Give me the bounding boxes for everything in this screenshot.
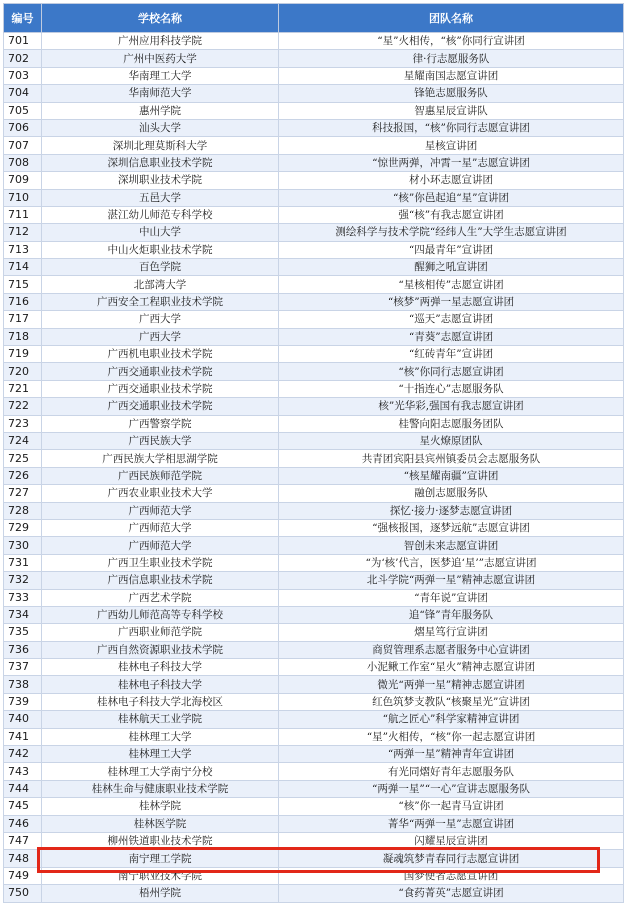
table-row [4, 363, 624, 380]
row-number: 709 [4, 172, 42, 189]
table-row [4, 119, 624, 136]
row-number: 701 [4, 33, 42, 50]
table-row [4, 311, 624, 328]
team-name-cell: 材小环志愿宣讲团 [279, 172, 624, 189]
school-name-cell: 汕头大学 [42, 119, 279, 136]
school-name-cell: 广西艺术学院 [42, 589, 279, 606]
table-row [4, 415, 624, 432]
table-row [4, 380, 624, 397]
team-name-cell: 商贸管理系志愿者服务中心宣讲团 [279, 641, 624, 658]
team-name-cell: “核梦”两弹一星志愿宣讲团 [279, 293, 624, 310]
row-number: 713 [4, 241, 42, 258]
row-number: 739 [4, 693, 42, 710]
school-name-cell: 桂林电子科技大学北海校区 [42, 693, 279, 710]
row-number: 711 [4, 206, 42, 223]
row-number: 719 [4, 346, 42, 363]
team-name-cell: 微光“两弹一星”精神志愿宣讲团 [279, 676, 624, 693]
school-name-cell: 广州应用科技学院 [42, 33, 279, 50]
table-row [4, 537, 624, 554]
table-row [4, 676, 624, 693]
team-name-cell: “为‘核’代言，医梦追‘星’”志愿宣讲团 [279, 554, 624, 571]
table-row [4, 467, 624, 484]
row-number: 732 [4, 572, 42, 589]
row-number: 729 [4, 519, 42, 536]
team-name-cell: “红砖青年”宣讲团 [279, 346, 624, 363]
team-name-cell: “核”你同行志愿宣讲团 [279, 363, 624, 380]
table-row [4, 606, 624, 623]
team-name-cell: 星耀南国志愿宣讲团 [279, 67, 624, 84]
school-name-cell: 广西机电职业技术学院 [42, 346, 279, 363]
team-name-cell: 探忆·接力·逐梦志愿宣讲团 [279, 502, 624, 519]
team-name-cell: “青年说”宣讲团 [279, 589, 624, 606]
header-number: 编号 [4, 4, 42, 33]
table-header [4, 4, 624, 33]
school-name-cell: 柳州铁道职业技术学院 [42, 832, 279, 849]
team-name-cell: 测绘科学与技术学院“经纬人生”大学生志愿宣讲团 [279, 224, 624, 241]
table-row [4, 67, 624, 84]
school-name-cell: 深圳职业技术学院 [42, 172, 279, 189]
row-number: 727 [4, 485, 42, 502]
school-name-cell: 桂林理工大学 [42, 746, 279, 763]
school-name-cell: 广西民族师范学院 [42, 467, 279, 484]
school-name-cell: 华南师范大学 [42, 85, 279, 102]
team-name-cell: 菁华“两弹一星”志愿宣讲团 [279, 815, 624, 832]
team-name-cell: 融创志愿服务队 [279, 485, 624, 502]
table-row [4, 293, 624, 310]
team-list-table-container [3, 3, 623, 903]
school-name-cell: 南宁理工学院 [42, 850, 279, 867]
team-name-cell: 凝魂筑梦青春同行志愿宣讲团 [279, 850, 624, 867]
team-name-cell: “十指连心”志愿服务队 [279, 380, 624, 397]
team-name-cell: 强“核”有我志愿宣讲团 [279, 206, 624, 223]
table-row [4, 728, 624, 745]
table-row [4, 189, 624, 206]
table-row [4, 154, 624, 171]
header-row [4, 4, 624, 33]
team-name-cell: “核”你邑起追“星”宣讲团 [279, 189, 624, 206]
team-name-cell: “星核相传”志愿宣讲团 [279, 276, 624, 293]
school-name-cell: 深圳北理莫斯科大学 [42, 137, 279, 154]
row-number: 716 [4, 293, 42, 310]
header-team-name: 团队名称 [279, 4, 624, 33]
school-name-cell: 广西交通职业技术学院 [42, 380, 279, 397]
table-row [4, 502, 624, 519]
team-name-cell: “强核报国，逐梦远航”志愿宣讲团 [279, 519, 624, 536]
school-name-cell: 桂林航天工业学院 [42, 711, 279, 728]
row-number: 734 [4, 606, 42, 623]
table-row [4, 641, 624, 658]
team-name-cell: 智创未来志愿宣讲团 [279, 537, 624, 554]
school-name-cell: 南宁职业技术学院 [42, 867, 279, 884]
row-number: 718 [4, 328, 42, 345]
school-name-cell: 广西卫生职业技术学院 [42, 554, 279, 571]
school-name-cell: 广州中医药大学 [42, 50, 279, 67]
table-row [4, 832, 624, 849]
row-number: 728 [4, 502, 42, 519]
row-number: 726 [4, 467, 42, 484]
team-name-cell: 锋铯志愿服务队 [279, 85, 624, 102]
table-row [4, 259, 624, 276]
table-body [4, 33, 624, 903]
school-name-cell: 广西师范大学 [42, 519, 279, 536]
row-number: 724 [4, 432, 42, 449]
team-name-cell: 有光同熠好青年志愿服务队 [279, 763, 624, 780]
school-name-cell: 广西警察学院 [42, 415, 279, 432]
team-name-cell: “青葵”志愿宣讲团 [279, 328, 624, 345]
row-number: 740 [4, 711, 42, 728]
row-number: 747 [4, 832, 42, 849]
row-number: 712 [4, 224, 42, 241]
team-name-cell: 醒狮之吼宣讲团 [279, 259, 624, 276]
table-row [4, 711, 624, 728]
table-row [4, 85, 624, 102]
school-name-cell: 广西交通职业技术学院 [42, 363, 279, 380]
row-number: 721 [4, 380, 42, 397]
team-name-cell: 桂警向阳志愿服务团队 [279, 415, 624, 432]
table-row [4, 241, 624, 258]
table-row [4, 224, 624, 241]
team-name-cell: 熠星笃行宣讲团 [279, 624, 624, 641]
row-number: 745 [4, 798, 42, 815]
table-row [4, 867, 624, 884]
team-name-cell: “两弹一星”精神青年宣讲团 [279, 746, 624, 763]
table-row [4, 346, 624, 363]
row-number: 737 [4, 659, 42, 676]
school-name-cell: 广西大学 [42, 328, 279, 345]
team-name-cell: 星核宣讲团 [279, 137, 624, 154]
row-number: 738 [4, 676, 42, 693]
table-row [4, 172, 624, 189]
team-name-cell: 核”光华彩,强国有我志愿宣讲团 [279, 398, 624, 415]
table-row [4, 519, 624, 536]
school-name-cell: 广西师范大学 [42, 502, 279, 519]
table-row [4, 763, 624, 780]
team-name-cell: 智惠星辰宣讲队 [279, 102, 624, 119]
school-name-cell: 华南理工大学 [42, 67, 279, 84]
table-row [4, 572, 624, 589]
row-number: 748 [4, 850, 42, 867]
school-name-cell: 桂林理工大学 [42, 728, 279, 745]
school-name-cell: 湛江幼儿师范专科学校 [42, 206, 279, 223]
table-row [4, 432, 624, 449]
school-name-cell: 梧州学院 [42, 885, 279, 902]
school-name-cell: 惠州学院 [42, 102, 279, 119]
school-name-cell: 桂林电子科技大学 [42, 659, 279, 676]
row-number: 735 [4, 624, 42, 641]
row-number: 714 [4, 259, 42, 276]
team-name-cell: “两弹一星”“一心”宣讲志愿服务队 [279, 780, 624, 797]
team-name-cell: 律·行志愿服务队 [279, 50, 624, 67]
school-name-cell: 深圳信息职业技术学院 [42, 154, 279, 171]
school-name-cell: 桂林学院 [42, 798, 279, 815]
row-number: 710 [4, 189, 42, 206]
school-name-cell: 广西交通职业技术学院 [42, 398, 279, 415]
row-number: 715 [4, 276, 42, 293]
school-name-cell: 广西民族大学相思湖学院 [42, 450, 279, 467]
table-row [4, 885, 624, 902]
table-row [4, 50, 624, 67]
table-row [4, 780, 624, 797]
row-number: 742 [4, 746, 42, 763]
team-name-cell: 共青团宾阳县宾州镇委员会志愿服务队 [279, 450, 624, 467]
school-name-cell: 五邑大学 [42, 189, 279, 206]
table-row [4, 485, 624, 502]
table-row [4, 798, 624, 815]
school-name-cell: 广西师范大学 [42, 537, 279, 554]
table-row [4, 815, 624, 832]
table-row [4, 206, 624, 223]
team-name-cell: 闪耀星辰宣讲团 [279, 832, 624, 849]
table-row [4, 276, 624, 293]
school-name-cell: 中山火炬职业技术学院 [42, 241, 279, 258]
school-name-cell: 广西农业职业技术大学 [42, 485, 279, 502]
table-row [4, 398, 624, 415]
school-name-cell: 广西自然资源职业技术学院 [42, 641, 279, 658]
school-name-cell: 广西信息职业技术学院 [42, 572, 279, 589]
school-name-cell: 广西幼儿师范高等专科学校 [42, 606, 279, 623]
table-row [4, 102, 624, 119]
row-number: 702 [4, 50, 42, 67]
team-name-cell: 小泥鳅工作室“星火”精神志愿宣讲团 [279, 659, 624, 676]
row-number: 733 [4, 589, 42, 606]
table-row [4, 589, 624, 606]
table-row [4, 450, 624, 467]
row-number: 750 [4, 885, 42, 902]
row-number: 744 [4, 780, 42, 797]
team-name-cell: “航之匠心”科学家精神宣讲团 [279, 711, 624, 728]
team-name-cell: “星”火相传，“核”你一起志愿宣讲团 [279, 728, 624, 745]
team-name-cell: “食药菁英”志愿宣讲团 [279, 885, 624, 902]
school-name-cell: 广西安全工程职业技术学院 [42, 293, 279, 310]
row-number: 741 [4, 728, 42, 745]
row-number: 705 [4, 102, 42, 119]
school-name-cell: 百色学院 [42, 259, 279, 276]
row-number: 708 [4, 154, 42, 171]
table-row [4, 137, 624, 154]
team-name-cell: “核星耀南疆”宣讲团 [279, 467, 624, 484]
table-row [4, 746, 624, 763]
school-name-cell: 桂林电子科技大学 [42, 676, 279, 693]
table-row [4, 659, 624, 676]
row-number: 723 [4, 415, 42, 432]
school-name-cell: 桂林医学院 [42, 815, 279, 832]
team-name-cell: “四最青年”宣讲团 [279, 241, 624, 258]
table-row [4, 554, 624, 571]
table-row [4, 33, 624, 50]
row-number: 743 [4, 763, 42, 780]
team-name-cell: 红色筑梦支教队“核聚星光”宣讲团 [279, 693, 624, 710]
table-row [4, 624, 624, 641]
row-number: 717 [4, 311, 42, 328]
school-name-cell: 桂林生命与健康职业技术学院 [42, 780, 279, 797]
row-number: 736 [4, 641, 42, 658]
team-name-cell: “星”火相传，“核”你同行宣讲团 [279, 33, 624, 50]
team-name-cell: “惊世两弹，冲霄一星”志愿宣讲团 [279, 154, 624, 171]
team-list-table [3, 3, 624, 903]
row-number: 746 [4, 815, 42, 832]
school-name-cell: 广西职业师范学院 [42, 624, 279, 641]
team-name-cell: 科技报国，“核”你同行志愿宣讲团 [279, 119, 624, 136]
team-name-cell: 国梦使者志愿宣讲团 [279, 867, 624, 884]
row-number: 704 [4, 85, 42, 102]
table-row [4, 693, 624, 710]
school-name-cell: 广西民族大学 [42, 432, 279, 449]
school-name-cell: 中山大学 [42, 224, 279, 241]
team-name-cell: 北斗学院“两弹一星”精神志愿宣讲团 [279, 572, 624, 589]
row-number: 749 [4, 867, 42, 884]
school-name-cell: 广西大学 [42, 311, 279, 328]
team-name-cell: 星火燎原团队 [279, 432, 624, 449]
row-number: 703 [4, 67, 42, 84]
team-name-cell: “巡天”志愿宣讲团 [279, 311, 624, 328]
table-row [4, 850, 624, 867]
row-number: 720 [4, 363, 42, 380]
row-number: 725 [4, 450, 42, 467]
row-number: 707 [4, 137, 42, 154]
school-name-cell: 桂林理工大学南宁分校 [42, 763, 279, 780]
row-number: 730 [4, 537, 42, 554]
team-name-cell: 追“锋”青年服务队 [279, 606, 624, 623]
table-row [4, 328, 624, 345]
row-number: 706 [4, 119, 42, 136]
school-name-cell: 北部湾大学 [42, 276, 279, 293]
row-number: 731 [4, 554, 42, 571]
team-name-cell: “核”你一起青马宣讲团 [279, 798, 624, 815]
header-school-name: 学校名称 [42, 4, 279, 33]
row-number: 722 [4, 398, 42, 415]
